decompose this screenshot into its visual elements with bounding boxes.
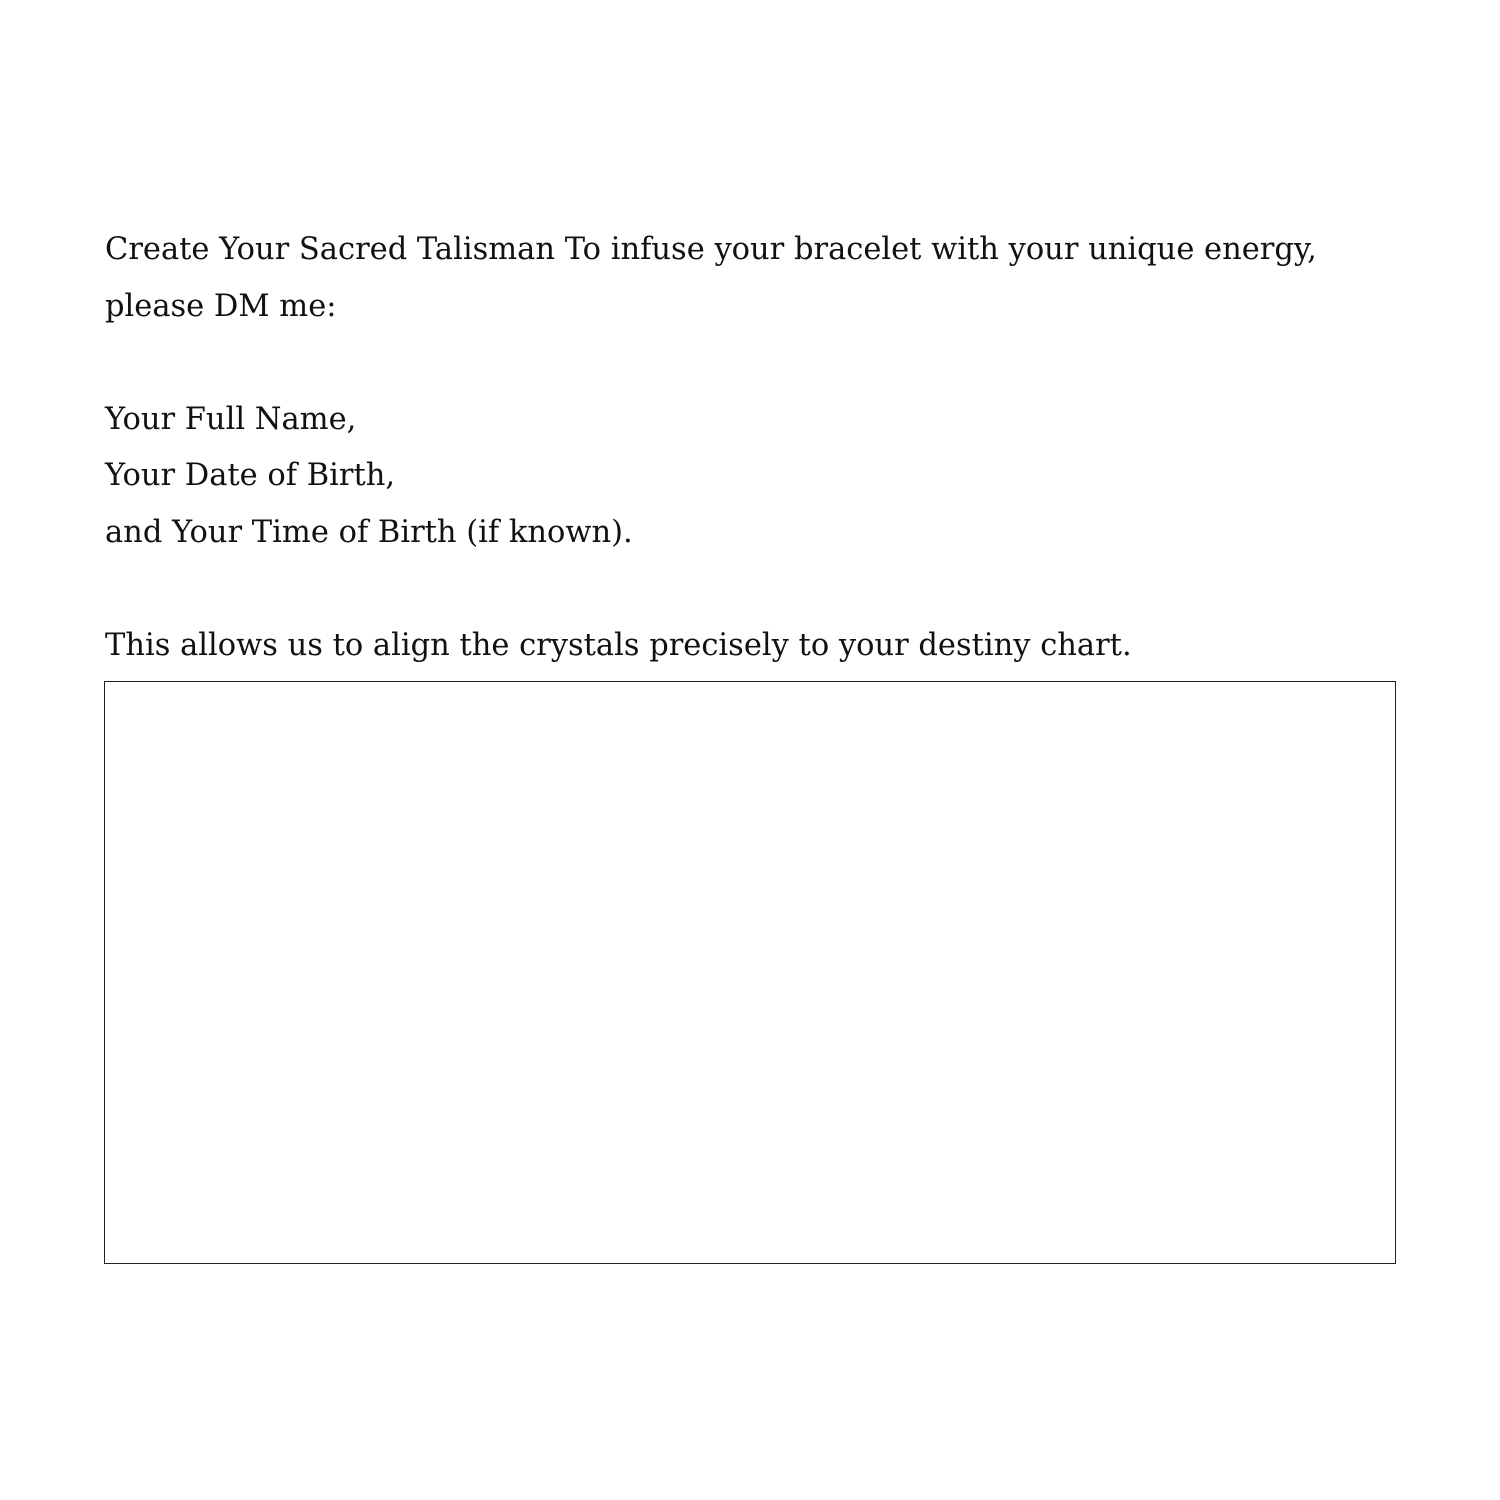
request-time-of-birth: and Your Time of Birth (if known). [105,514,633,550]
paragraph-spacer [105,561,1415,618]
message-body [105,222,1415,674]
paragraph-spacer [105,335,1415,392]
request-date-of-birth: Your Date of Birth, [105,458,396,493]
closing-line: This allows us to align the crystals precisely to your destiny chart. [105,627,1132,663]
intro-line-2: please DM me: [105,288,337,324]
request-full-name: Your Full Name, [105,401,357,437]
intro-line-1: Create Your Sacred Talisman To infuse your bracelet with your unique energy, [105,232,1317,267]
empty-image-frame [104,681,1396,1264]
